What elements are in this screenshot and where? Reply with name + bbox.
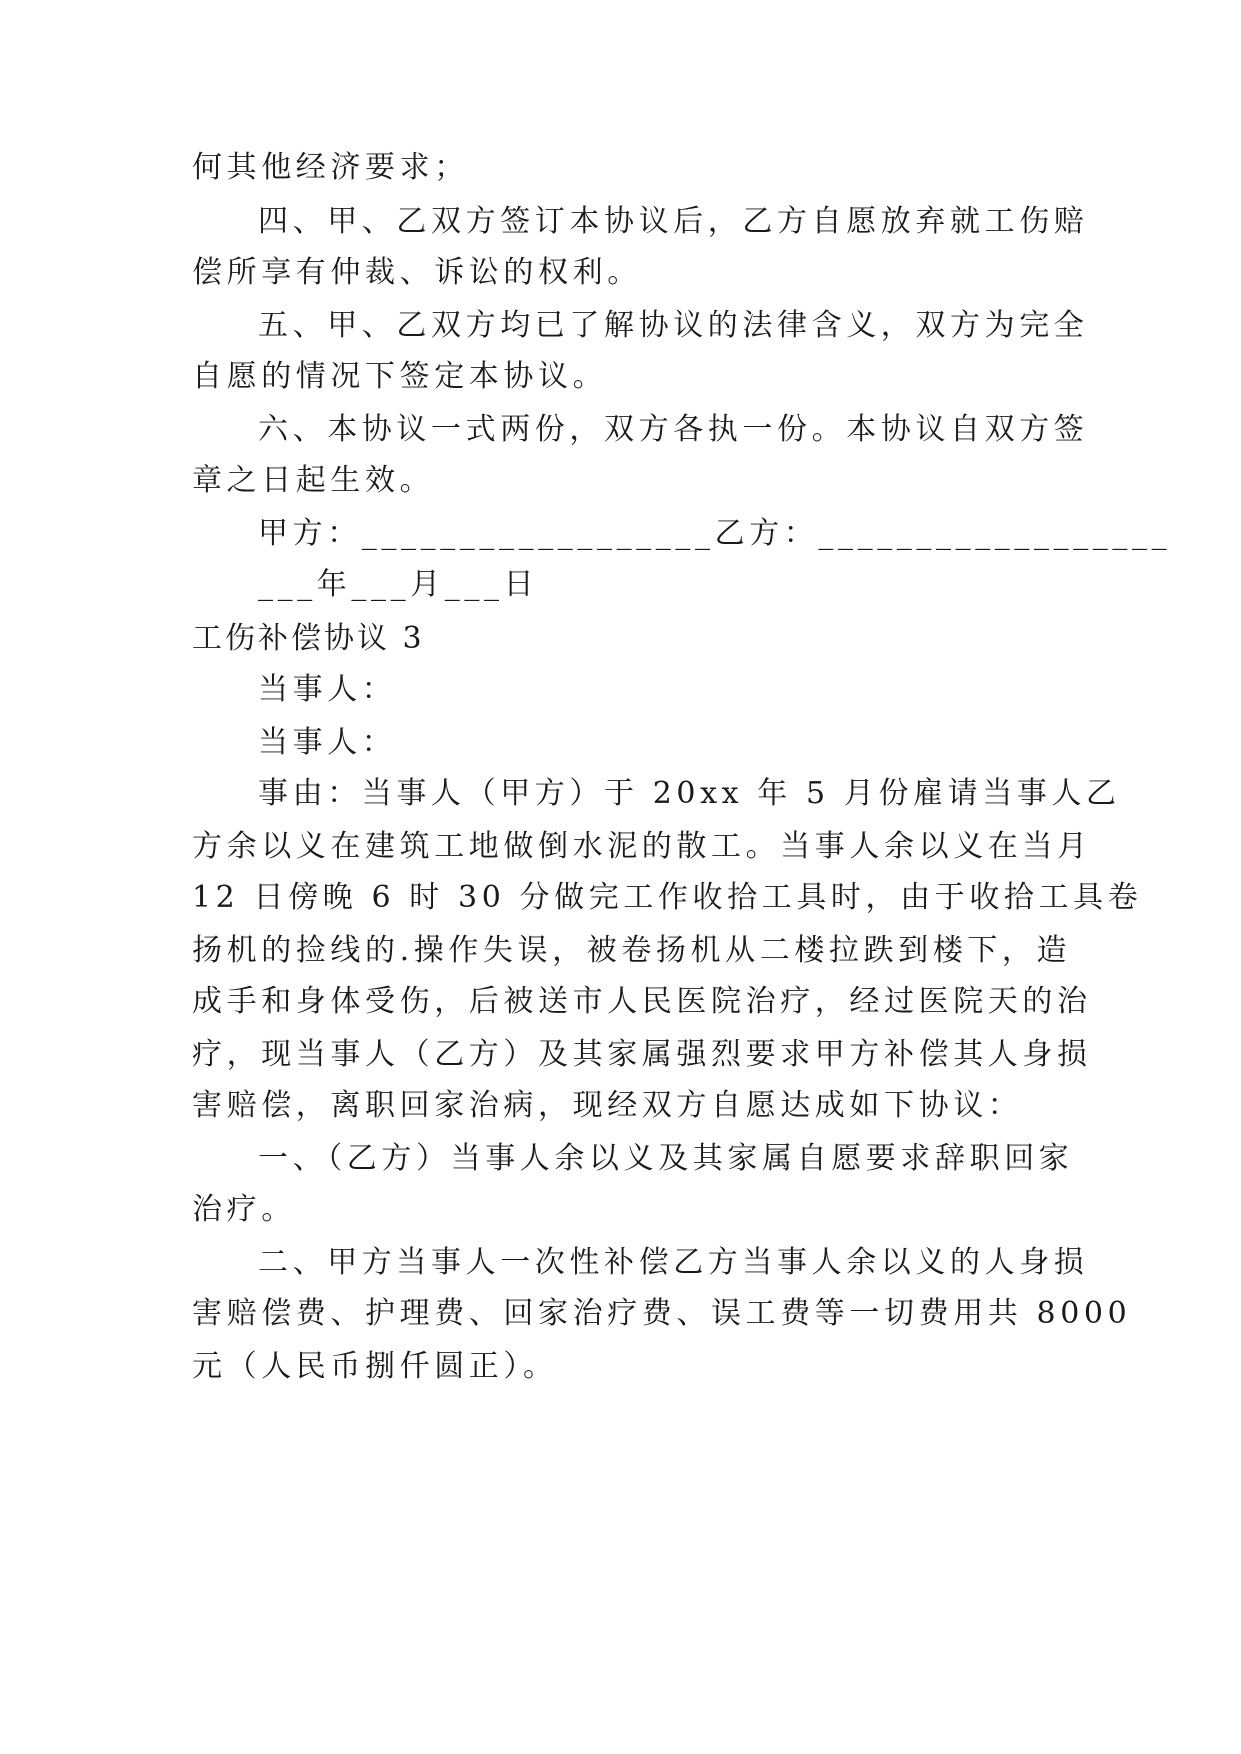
clause-five-line-2: 自愿的情况下签定本协议。: [192, 359, 608, 394]
cause-line-3: 12 日傍晚 6 时 30 分做完工作收拾工具时，由于收拾工具卷: [192, 880, 1143, 915]
cause-line-4: 扬机的捡线的.操作失误，被卷扬机从二楼拉跌到楼下，造: [192, 933, 1072, 968]
clause-six-line-1: 六、本协议一式两份，双方各执一份。本协议自双方签: [258, 412, 1089, 447]
signature-line: 甲方：__________________乙方：__________________: [258, 516, 1172, 551]
clause-four-line-2: 偿所享有仲裁、诉讼的权利。: [192, 255, 642, 290]
clause-two-line-1: 二、甲方当事人一次性补偿乙方当事人余以义的人身损: [258, 1245, 1089, 1280]
cause-line-6: 疗，现当事人（乙方）及其家属强烈要求甲方补偿其人身损: [192, 1037, 1092, 1072]
text-line: 何其他经济要求；: [192, 150, 469, 185]
cause-line-5: 成手和身体受伤，后被送市人民医院治疗，经过医院天的治: [192, 984, 1092, 1019]
clause-two-line-2: 害赔偿费、护理费、回家治疗费、误工费等一切费用共 8000: [192, 1296, 1132, 1331]
clause-one-line-1: 一、（乙方）当事人余以义及其家属自愿要求辞职回家: [258, 1141, 1074, 1176]
party-line: 当事人：: [258, 725, 397, 760]
cause-line-1: 事由：当事人（甲方）于 20xx 年 5 月份雇请当事人乙: [258, 776, 1121, 811]
party-line: 当事人：: [258, 672, 397, 707]
clause-six-line-2: 章之日起生效。: [192, 463, 435, 498]
clause-five-line-1: 五、甲、乙双方均已了解协议的法律含义，双方为完全: [258, 308, 1089, 343]
clause-four-line-1: 四、甲、乙双方签订本协议后，乙方自愿放弃就工伤赔: [258, 204, 1089, 239]
date-line: ___年___月___日: [258, 567, 539, 602]
clause-one-line-2: 治疗。: [192, 1192, 296, 1227]
cause-line-7: 害赔偿，离职回家治病，现经双方自愿达成如下协议：: [192, 1088, 1023, 1123]
section-title: 工伤补偿协议 3: [192, 621, 425, 656]
cause-line-2: 方余以义在建筑工地做倒水泥的散工。当事人余以义在当月: [192, 829, 1092, 864]
clause-two-line-3: 元（人民币捌仟圆正）。: [192, 1349, 558, 1384]
